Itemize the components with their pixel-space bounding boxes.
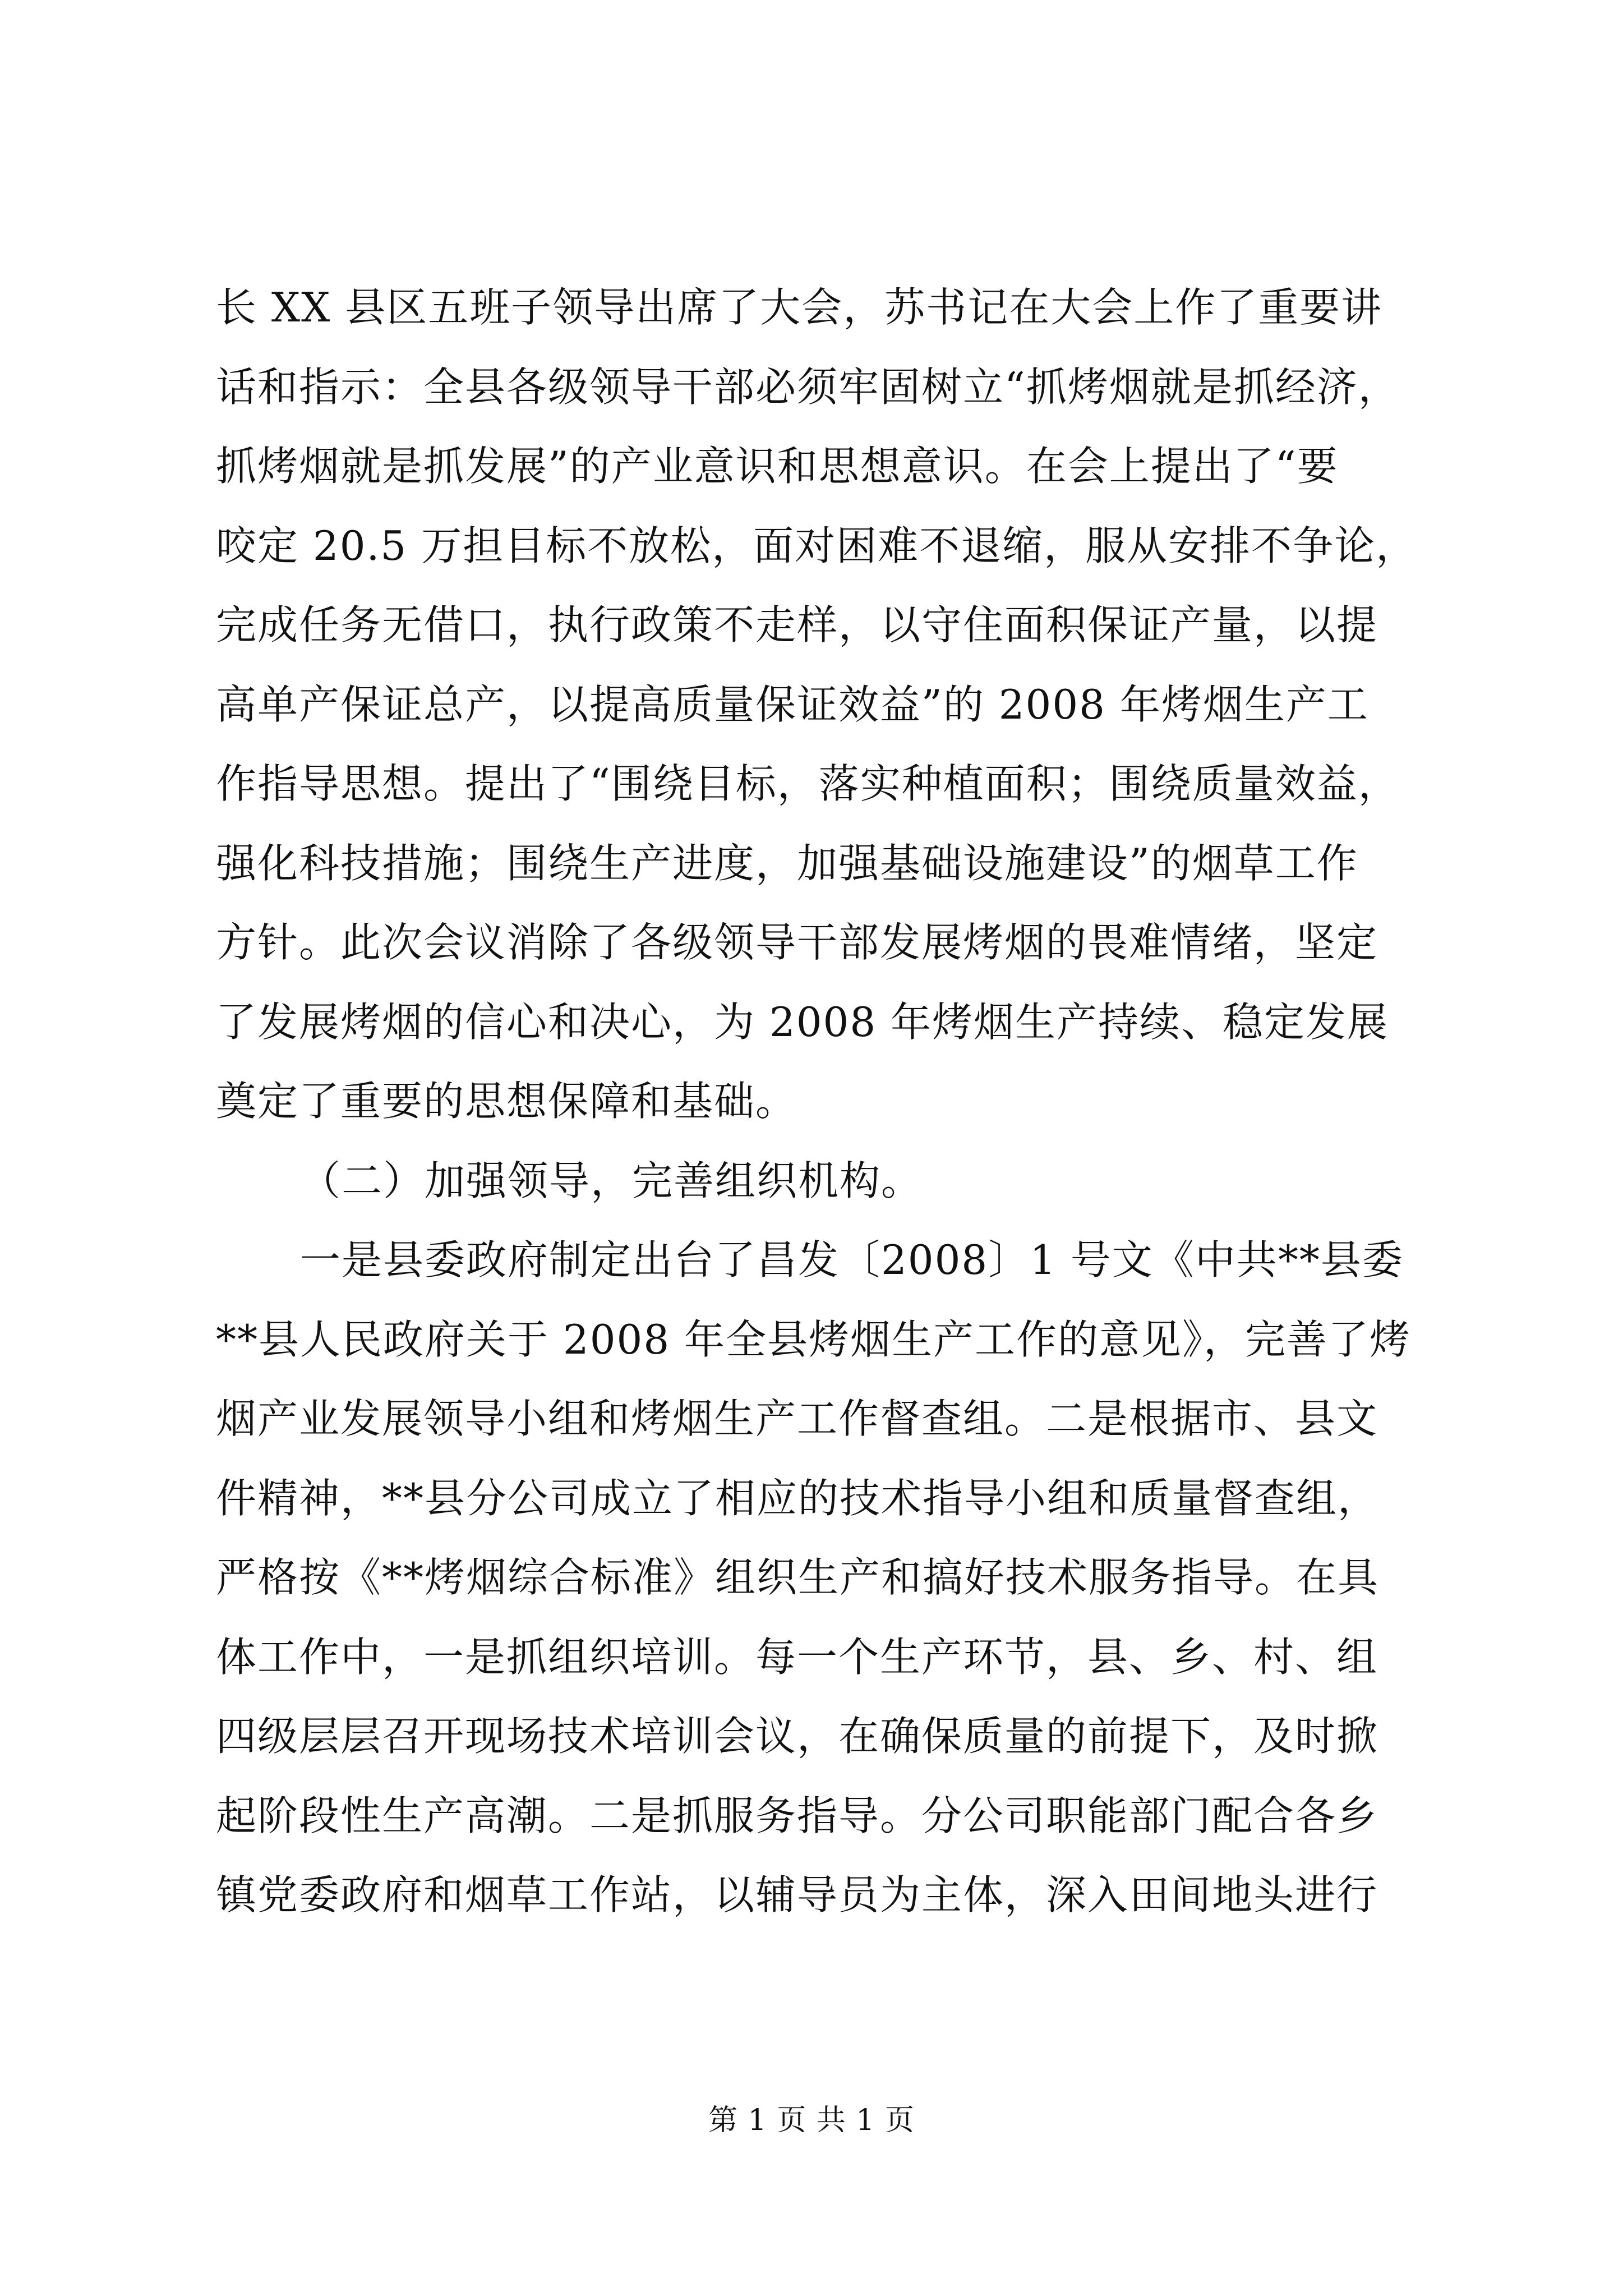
text-line: 了发展烤烟的信心和决心，为 2008 年烤烟生产持续、稳定发展	[216, 998, 1389, 1046]
text-line: 烟产业发展领导小组和烤烟生产工作督查组。二是根据市、县文	[216, 1395, 1378, 1442]
text-line: **县人民政府关于 2008 年全县烤烟生产工作的意见》，完善了烤	[216, 1315, 1412, 1363]
text-line: 体工作中，一是抓组织培训。每一个生产环节，县、乡、村、组	[216, 1633, 1378, 1681]
section-heading: （二）加强领导，完善组织机构。	[300, 1157, 923, 1204]
page-footer	[0, 2101, 1623, 2140]
document-body	[216, 268, 1422, 1935]
text-line: 强化科技措施；围绕生产进度，加强基础设施建设”的烟草工作	[216, 839, 1358, 887]
text-line: 作指导思想。提出了“围绕目标，落实种植面积；围绕质量效益，	[216, 760, 1400, 807]
text-line: 镇党委政府和烟草工作站，以辅导员为主体，深入田间地头进行	[216, 1871, 1378, 1918]
text-line: 咬定 20.5 万担目标不放松，面对困难不退缩，服从安排不争论，	[216, 522, 1418, 569]
text-line: 高单产保证总产，以提高质量保证效益”的 2008 年烤烟生产工	[216, 680, 1369, 728]
text-line: 起阶段性生产高潮。二是抓服务指导。分公司职能部门配合各乡	[216, 1792, 1378, 1839]
text-line: 奠定了重要的思想保障和基础。	[216, 1078, 797, 1125]
text-line: 四级层层召开现场技术培训会议，在确保质量的前提下，及时掀	[216, 1713, 1378, 1760]
text-line: 严格按《**烤烟综合标准》组织生产和搞好技术服务指导。在具	[216, 1554, 1380, 1601]
text-line: 话和指示：全县各级领导干部必须牢固树立“抓烤烟就是抓经济，	[216, 363, 1400, 411]
page-number-label: 第 1 页 共 1 页	[708, 2104, 915, 2137]
text-line: 完成任务无借口，执行政策不走样，以守住面积保证产量，以提	[216, 601, 1378, 648]
text-line: 长 XX 县区五班子领导出席了大会，苏书记在大会上作了重要讲	[216, 284, 1383, 331]
text-line: 一是县委政府制定出台了昌发〔2008〕1 号文《中共**县委	[300, 1236, 1404, 1283]
text-line: 件精神，**县分公司成立了相应的技术指导小组和质量督查组，	[216, 1474, 1380, 1522]
text-line: 抓烤烟就是抓发展”的产业意识和思想意识。在会上提出了“要	[216, 443, 1339, 490]
text-line: 方针。此次会议消除了各级领导干部发展烤烟的畏难情绪，坚定	[216, 919, 1378, 966]
